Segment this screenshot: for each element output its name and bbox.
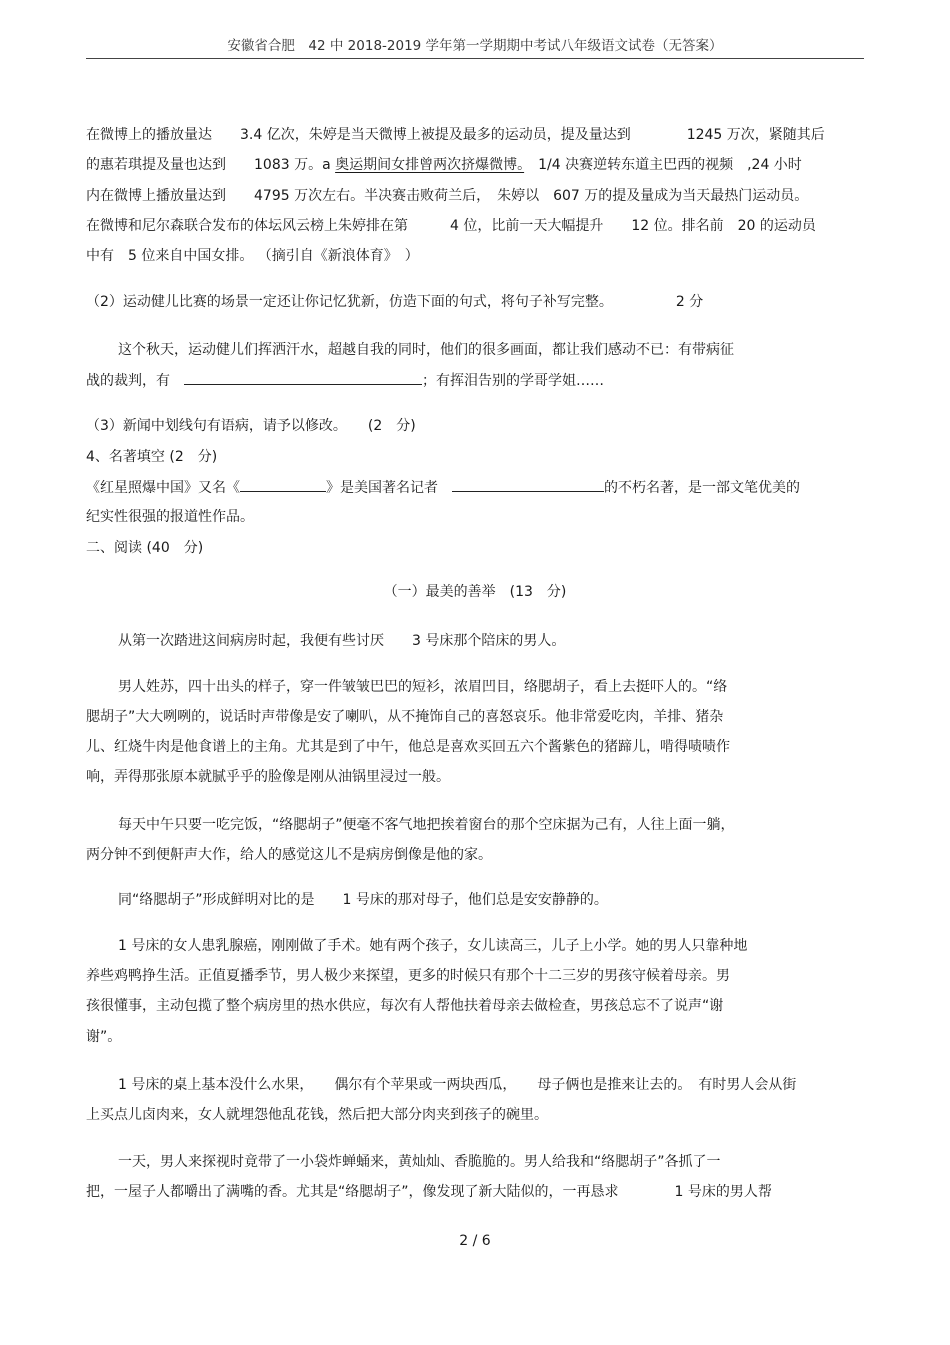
question-4-line-1-start: 《红星照爆中国》又名《	[86, 480, 240, 496]
paragraph-7-line-1: 一天，男人来探视时竟带了一小袋炸蝉蛹来，黄灿灿、香脆脆的。男人给我和“络腮胡子”各抓了一	[118, 1154, 721, 1170]
answer-blank-alt-title[interactable]	[240, 477, 326, 492]
passage-title: （一）最美的善举 (13 分)	[383, 584, 567, 600]
paragraph-4: 同“络腮胡子”形成鲜明对比的是 1 号床的那对母子，他们总是安安静静的。	[118, 892, 608, 908]
question-2-sentence-1: 这个秋天，运动健儿们挥洒汗水，超越自我的同时，他们的很多画面，都让我们感动不已：有带病征	[118, 342, 734, 358]
paragraph-3-line-2: 两分钟不到便鼾声大作，给人的感觉这儿不是病房倒像是他的家。	[86, 847, 492, 863]
question-4-line-1	[86, 477, 800, 498]
news-line-2-end: 1/4 决赛逆转东道主巴西的视频 ,24 小时	[524, 157, 802, 173]
paragraph-2-line-1: 男人姓苏，四十出头的样子，穿一件皱皱巴巴的短衫，浓眉凹目，络腮胡子，看上去挺吓人的。“络	[118, 679, 728, 695]
section-2-title: 二、阅读 (40 分)	[86, 540, 204, 556]
news-line-3: 内在微博上播放量达到 4795 万次左右。半决赛击败荷兰后， 朱婷以 607 万的提及量成为当天最热门运动员。	[86, 188, 809, 204]
page-header: 安徽省合肥 42 中 2018-2019 学年第一学期期中考试八年级语文试卷（无答案）	[227, 38, 723, 54]
question-4-line-2: 纪实性很强的报道性作品。	[86, 509, 254, 525]
question-4-line-1-mid: 》是美国著名记者	[326, 480, 452, 496]
question-2-sentence-2-start: 战的裁判，有	[86, 373, 184, 389]
question-3-prompt: （3）新闻中划线句有语病，请予以修改。 (2 分)	[86, 418, 416, 434]
news-line-1: 在微博上的播放量达 3.4 亿次，朱婷是当天微博上被提及最多的运动员，提及量达到 1245 万次，紧随其后	[86, 127, 825, 143]
news-line-5: 中有 5 位来自中国女排。 （摘引自《新浪体育》 ）	[86, 248, 419, 264]
paragraph-5-line-2: 养些鸡鸭挣生活。正值夏播季节，男人极少来探望，更多的时候只有那个十二三岁的男孩守候着母亲。男	[86, 968, 730, 984]
paragraph-1: 从第一次踏进这间病房时起，我便有些讨厌 3 号床那个陪床的男人。	[118, 633, 566, 649]
question-2-prompt: （2）运动健儿比赛的场景一定还让你记忆犹新，仿造下面的句式，将句子补写完整。 2 分	[86, 294, 704, 310]
question-4-line-1-end: 的不朽名著，是一部文笔优美的	[604, 480, 800, 496]
question-2-sentence-2	[86, 370, 604, 391]
paragraph-3-line-1: 每天中午只要一吃完饭，“络腮胡子”便毫不客气地把挨着窗台的那个空床据为己有，人往上面一躺，	[118, 817, 735, 833]
news-line-4: 在微博和尼尔森联合发布的体坛风云榜上朱婷排在第 4 位，比前一天大幅提升 12 位。排名前 20 的运动员	[86, 218, 816, 234]
paragraph-5-line-4: 谢”。	[86, 1029, 122, 1045]
answer-blank-author[interactable]	[452, 477, 604, 492]
paragraph-6-line-1: 1 号床的桌上基本没什么水果， 偶尔有个苹果或一两块西瓜， 母子俩也是推来让去的。 有时男人会从街	[118, 1077, 797, 1093]
header-rule	[86, 58, 864, 59]
paragraph-5-line-1: 1 号床的女人患乳腺癌，刚刚做了手术。她有两个孩子，女儿读高三，儿子上小学。她的男人只靠种地	[118, 938, 748, 954]
paragraph-5-line-3: 孩很懂事，主动包揽了整个病房里的热水供应，每次有人帮他扶着母亲去做检查，男孩总忘不了说声“谢	[86, 998, 724, 1014]
answer-blank-q2[interactable]	[184, 370, 422, 385]
question-4-title: 4、名著填空 (2 分)	[86, 449, 218, 465]
question-2-sentence-2-end: ；有挥泪告别的学哥学姐……	[422, 373, 604, 389]
paragraph-7-line-2: 把，一屋子人都嚼出了满嘴的香。尤其是“络腮胡子”，像发现了新大陆似的，一再恳求 1 号床的男人帮	[86, 1184, 772, 1200]
paragraph-6-line-2: 上买点儿卤肉来，女人就埋怨他乱花钱，然后把大部分肉夹到孩子的碗里。	[86, 1107, 548, 1123]
paragraph-2-line-3: 儿、红烧牛肉是他食谱上的主角。尤其是到了中午，他总是喜欢买回五六个酱紫色的猪蹄儿，啃得啧啧作	[86, 739, 730, 755]
page-number: 2 / 6	[459, 1233, 491, 1249]
news-line-2-start: 的惠若琪提及量也达到 1083 万。a	[86, 157, 336, 173]
paragraph-2-line-4: 响，弄得那张原本就腻乎乎的脸像是刚从油锅里浸过一般。	[86, 769, 450, 785]
underlined-sentence: 奥运期间女排曾两次挤爆微博。	[335, 157, 525, 173]
news-line-2	[86, 155, 802, 175]
paragraph-2-line-2: 腮胡子”大大咧咧的，说话时声带像是安了喇叭，从不掩饰自己的喜怒哀乐。他非常爱吃肉，羊排、猪杂	[86, 709, 724, 725]
